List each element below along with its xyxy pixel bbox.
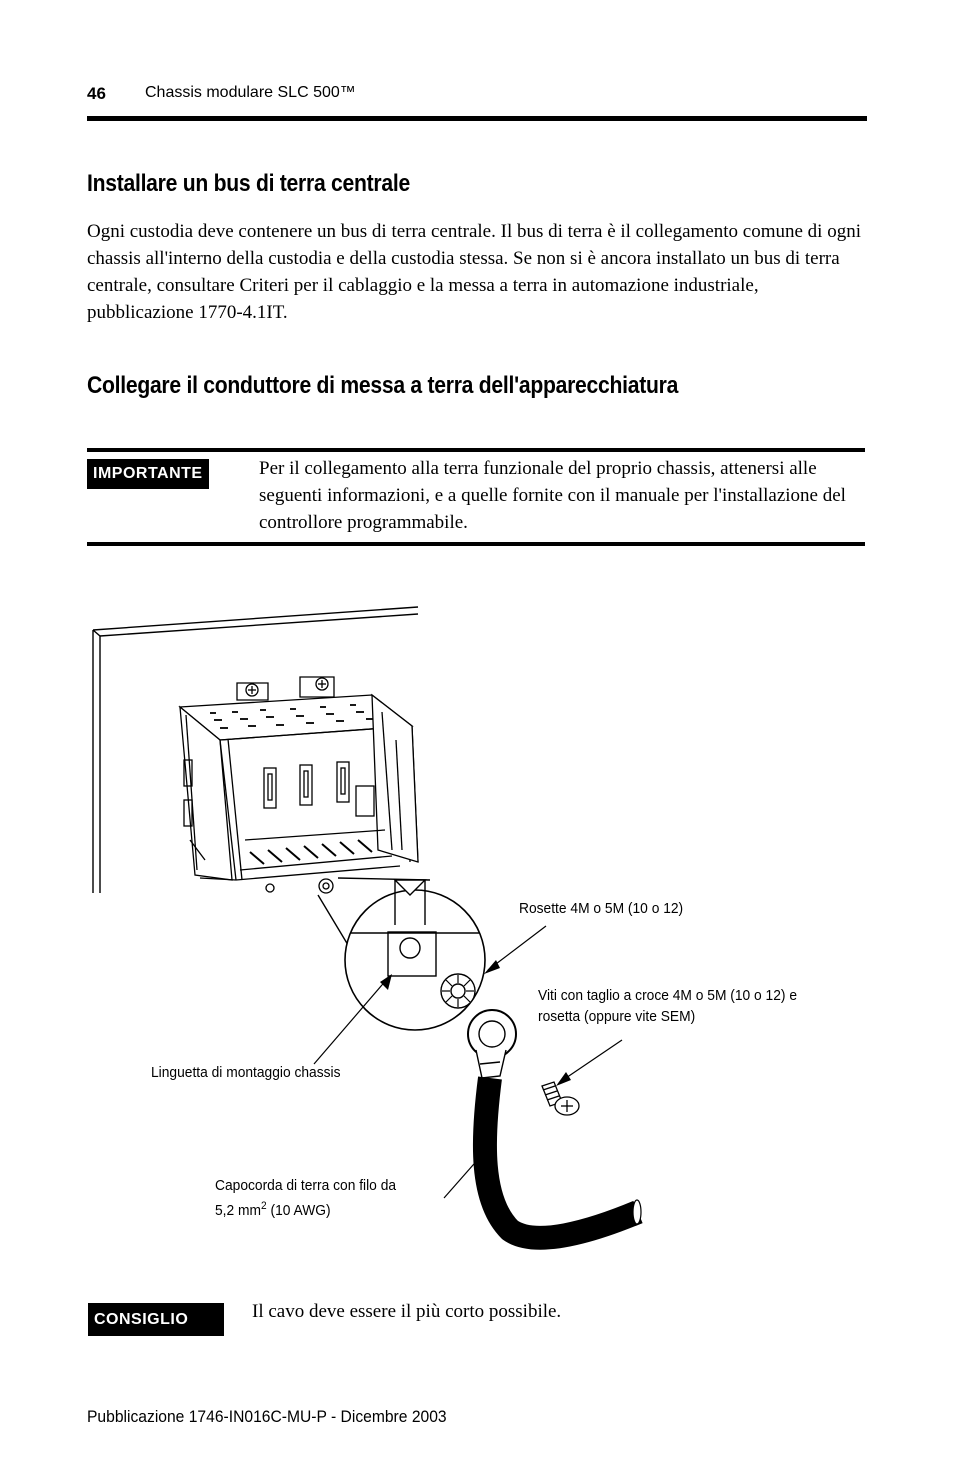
- label-screws: [538, 985, 797, 1027]
- chassis: [180, 677, 418, 893]
- detail-zoom-circle: [345, 880, 485, 1030]
- label-ground-lug-superscript: 2: [261, 1200, 267, 1212]
- label-screws-line2: rosetta (oppure vite SEM): [538, 1008, 696, 1025]
- screw: [542, 1082, 579, 1115]
- tip-tag: CONSIGLIO: [88, 1303, 224, 1336]
- label-ground-lug-size: 5,2 mm: [215, 1202, 262, 1219]
- important-box-top-rule: [87, 448, 865, 452]
- label-ground-lug-awg: (10 AWG): [266, 1202, 331, 1219]
- important-tag: IMPORTANTE: [87, 459, 209, 489]
- section-heading-equipment-ground: Collegare il conduttore di messa a terra dell'apparecchiatura: [87, 372, 679, 399]
- ring-terminal: [468, 1010, 516, 1078]
- label-ground-lug-line1: Capocorda di terra con filo da: [215, 1177, 397, 1194]
- tip-text: Il cavo deve essere il più corto possibile.: [252, 1301, 562, 1322]
- section-paragraph: Ogni custodia deve contenere un bus di terra centrale. Il bus di terra è il collegamento comune di ogni chassis all'interno della custodia e della custodia stessa. Se non si è ancora installato un bus di terra centrale, consultare Criteri per il cablaggio e la messa a terra in automazione industriale, pubblicazione 1770-4.1IT.: [87, 221, 861, 323]
- grounding-illustration: [0, 590, 954, 1270]
- important-text: Per il collegamento alla terra funzionale del proprio chassis, attenersi alle seguenti informazioni, e a quelle fornite con il manuale per l'installazione del controllore programmabile.: [259, 458, 846, 533]
- page-number: 46: [87, 84, 106, 103]
- header-rule: [87, 116, 867, 121]
- publication-footer: Pubblicazione 1746-IN016C-MU-P - Dicembre 2003: [87, 1407, 447, 1426]
- important-box-bottom-rule: [87, 542, 865, 546]
- label-mounting-tab: Linguetta di montaggio chassis: [151, 1064, 341, 1081]
- label-screws-line1: Viti con taglio a croce 4M o 5M (10 o 12) e: [538, 987, 798, 1004]
- section-heading-central-ground-bus: Installare un bus di terra centrale: [87, 170, 410, 197]
- running-header-title: Chassis modulare SLC 500™: [145, 84, 356, 101]
- label-washers: Rosette 4M o 5M (10 o 12): [519, 900, 684, 917]
- label-ground-lug: [215, 1175, 396, 1221]
